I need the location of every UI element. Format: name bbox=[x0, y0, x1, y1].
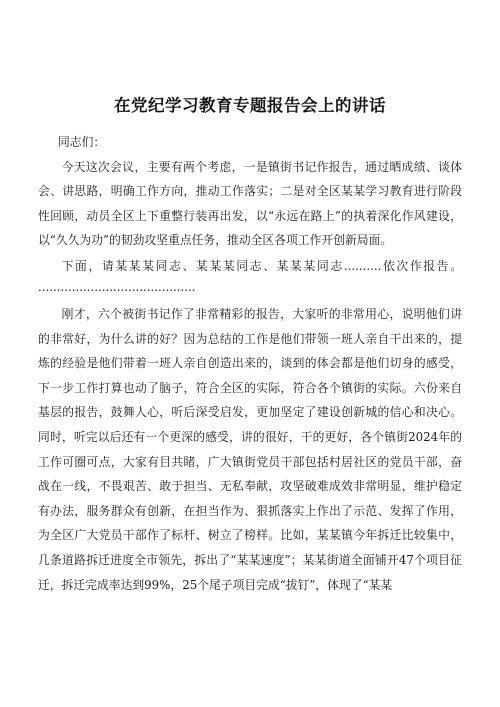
salutation: 同志们： bbox=[58, 135, 106, 149]
document-title: 在党纪学习教育专题报告会上的讲话 bbox=[114, 96, 386, 115]
paragraph-remarks: 刚才，六个被街书记作了非常精彩的报告，大家听的非常用心，说明他们讲的非常好，为什么讲的好？因为总结的工作是他们带领一班人亲自干出来的，提炼的经验是他们带着一班人亲自创造出来的，谈到的体会都是他们切身的感受，下一步工作打算也动了脑子，符合全区的实际，符合各个镇街的实际。六份来自基层的报告，鼓舞人心，听后深受启发，更加坚定了建设创新城的信心和决心。同时，听完以后还有一个更深的感受，讲的很好，干的更好，各个镇街2024年的工作可圈可点，大家有目共睹，广大镇街党员干部包括村居社区的党员干部，奋战在一线，不畏艰苦、敢于担当、无私奉献，攻坚破难成效非常明显，维护稳定有办法，服务群众有创新，在担当作为、狠抓落实上作出了示范、发挥了作用，为全区广大党员干部作了标杆、树立了榜样。比如，某某镇今年拆迁比较集中，几条道路拆迁进度全市领先，拆出了“某某速度”；某某街道全面铺开47个项目征迁，拆迁完成率达到99%，25个尾子项目完成“拔钉”，体现了“某某 bbox=[38, 306, 462, 592]
paragraph-reports-list: 下面，请某某某同志、某某某同志、某某某同志..........依次作报告。 .......................................... bbox=[38, 258, 462, 295]
paragraph-opening: 今天这次会议，主要有两个考虑，一是镇街书记作报告，通过晒成绩、谈体会、讲思路，明确工作方向，推动工作落实；二是对全区某某学习教育进行阶段性回顾，动员全区上下重整行装再出发，以“永远在路上”的执着深化作风建设，以“久久为功”的韧劲攻坚重点任务，推动全区各项工作开创新局面。 bbox=[38, 159, 462, 248]
